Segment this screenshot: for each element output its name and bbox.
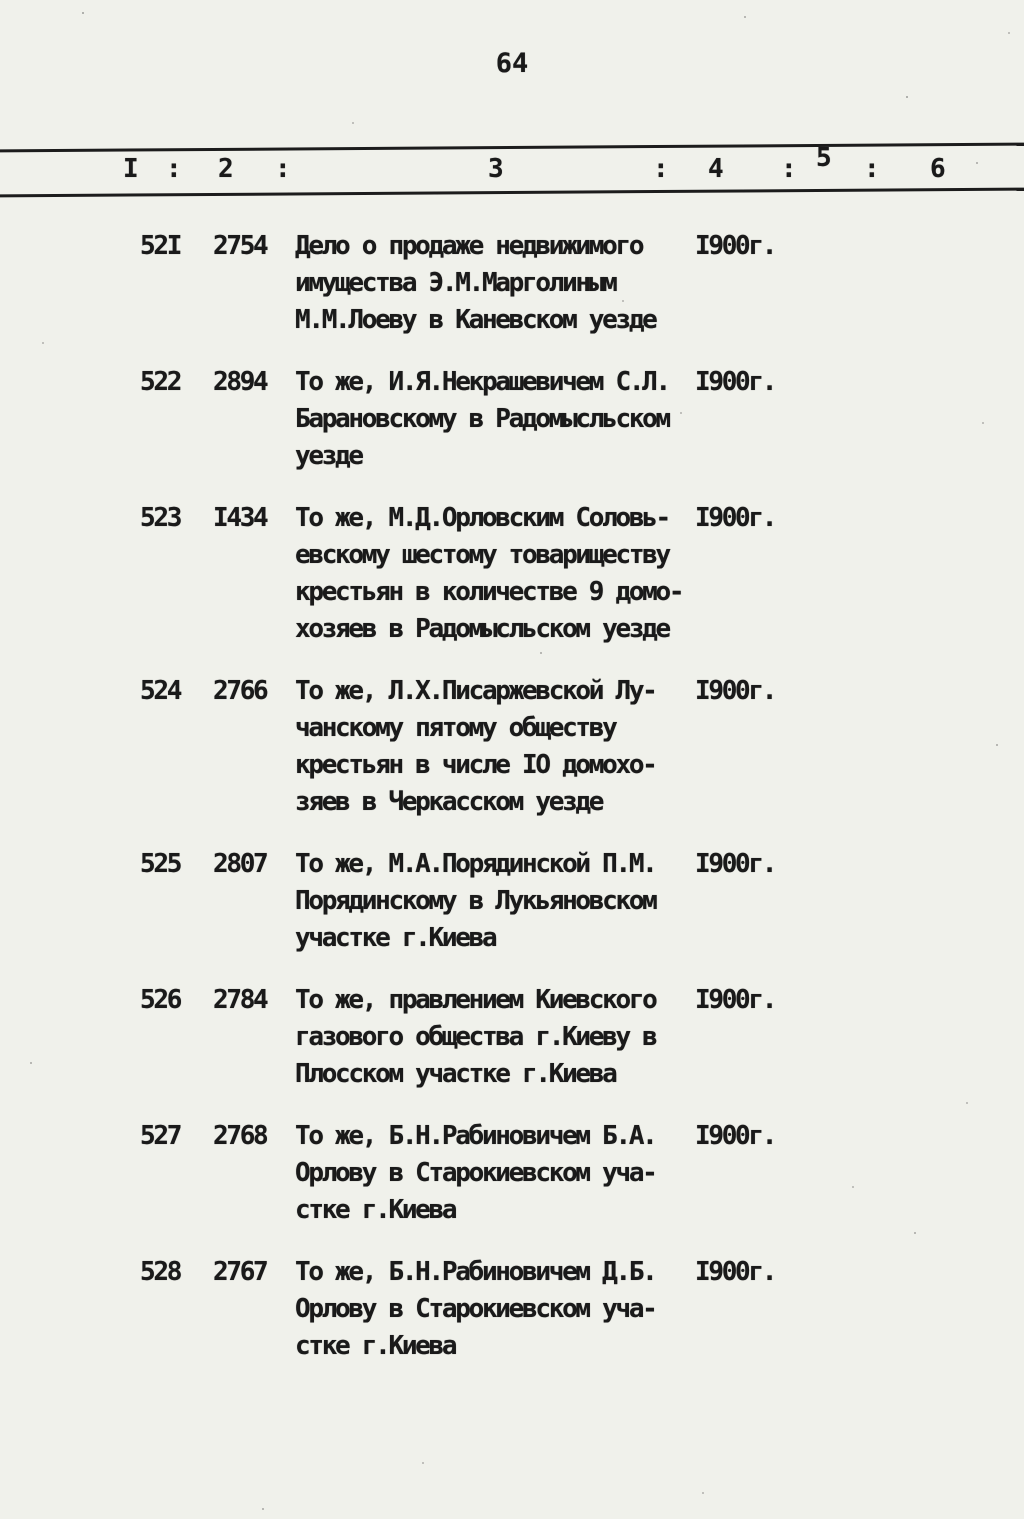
- entry-file-number: 2894: [213, 367, 267, 397]
- table-row: [0, 846, 1024, 957]
- entry-date: I900г.: [695, 367, 776, 397]
- entry-file-number: 2784: [213, 985, 267, 1015]
- entry-date: I900г.: [695, 676, 776, 706]
- entry-number: 522: [140, 367, 181, 397]
- table-row: [0, 982, 1024, 1093]
- entry-file-number: 2767: [213, 1257, 267, 1287]
- entry-number: 526: [140, 985, 181, 1015]
- entry-date: I900г.: [695, 231, 776, 261]
- entry-number: 524: [140, 676, 181, 706]
- entry-description: То же, правлением Киевского газового общества г.Киеву в Плосском участке г.Киева: [295, 985, 656, 1089]
- column-header-4: 4: [708, 154, 724, 184]
- column-header-6: 6: [930, 154, 946, 184]
- entry-date: I900г.: [695, 503, 776, 533]
- entry-date: I900г.: [695, 985, 776, 1015]
- column-separator: :: [653, 154, 669, 184]
- table-row: [0, 228, 1024, 339]
- entry-number: 523: [140, 503, 181, 533]
- entry-file-number: I434: [213, 503, 267, 533]
- scan-speck: [0, 0, 2, 2]
- entries-list: [0, 228, 1024, 1390]
- entry-date: I900г.: [695, 1257, 776, 1287]
- entry-description: То же, М.Д.Орловским Соловь- евскому шестому товариществу крестьян в количестве 9 домо- хозяев в Радомысльском уезде: [295, 503, 683, 644]
- column-separator: :: [781, 154, 797, 184]
- entry-number: 527: [140, 1121, 181, 1151]
- entry-description: То же, Б.Н.Рабиновичем Д.Б. Орлову в Старокиевском уча- стке г.Киева: [295, 1257, 656, 1361]
- entry-date: I900г.: [695, 1121, 776, 1151]
- table-header-rule-top: [0, 143, 1024, 153]
- entry-description: То же, М.А.Порядинской П.М. Порядинскому в Лукьяновском участке г.Киева: [295, 849, 656, 953]
- column-separator: :: [864, 154, 880, 184]
- entry-date: I900г.: [695, 849, 776, 879]
- entry-description: То же, Л.Х.Писаржевской Лу- чанскому пятому обществу крестьян в числе IO домохо- зяев в Черкасском уезде: [295, 676, 656, 817]
- column-header-5: 5: [816, 143, 832, 173]
- entry-number: 525: [140, 849, 181, 879]
- column-header-3: 3: [488, 154, 504, 184]
- column-separator: :: [166, 154, 182, 184]
- table-row: [0, 500, 1024, 648]
- table-row: [0, 364, 1024, 475]
- table-row: [0, 1118, 1024, 1229]
- table-row: [0, 673, 1024, 821]
- column-separator: :: [275, 154, 291, 184]
- entry-description: Дело о продаже недвижимого имущества Э.М.Марголиным М.М.Лоеву в Каневском уезде: [295, 231, 656, 335]
- entry-file-number: 2754: [213, 231, 267, 261]
- entry-number: 52I: [140, 231, 181, 261]
- entry-file-number: 2807: [213, 849, 267, 879]
- column-header-2: 2: [218, 154, 234, 184]
- entry-description: То же, Б.Н.Рабиновичем Б.А. Орлову в Старокиевском уча- стке г.Киева: [295, 1121, 656, 1225]
- page-number: 64: [495, 48, 529, 79]
- entry-file-number: 2766: [213, 676, 267, 706]
- table-row: [0, 1254, 1024, 1365]
- entry-number: 528: [140, 1257, 181, 1287]
- entry-description: То же, И.Я.Некрашевичем С.Л. Барановскому в Радомысльском уезде: [295, 367, 669, 471]
- entry-file-number: 2768: [213, 1121, 267, 1151]
- column-header-1: I: [123, 154, 139, 184]
